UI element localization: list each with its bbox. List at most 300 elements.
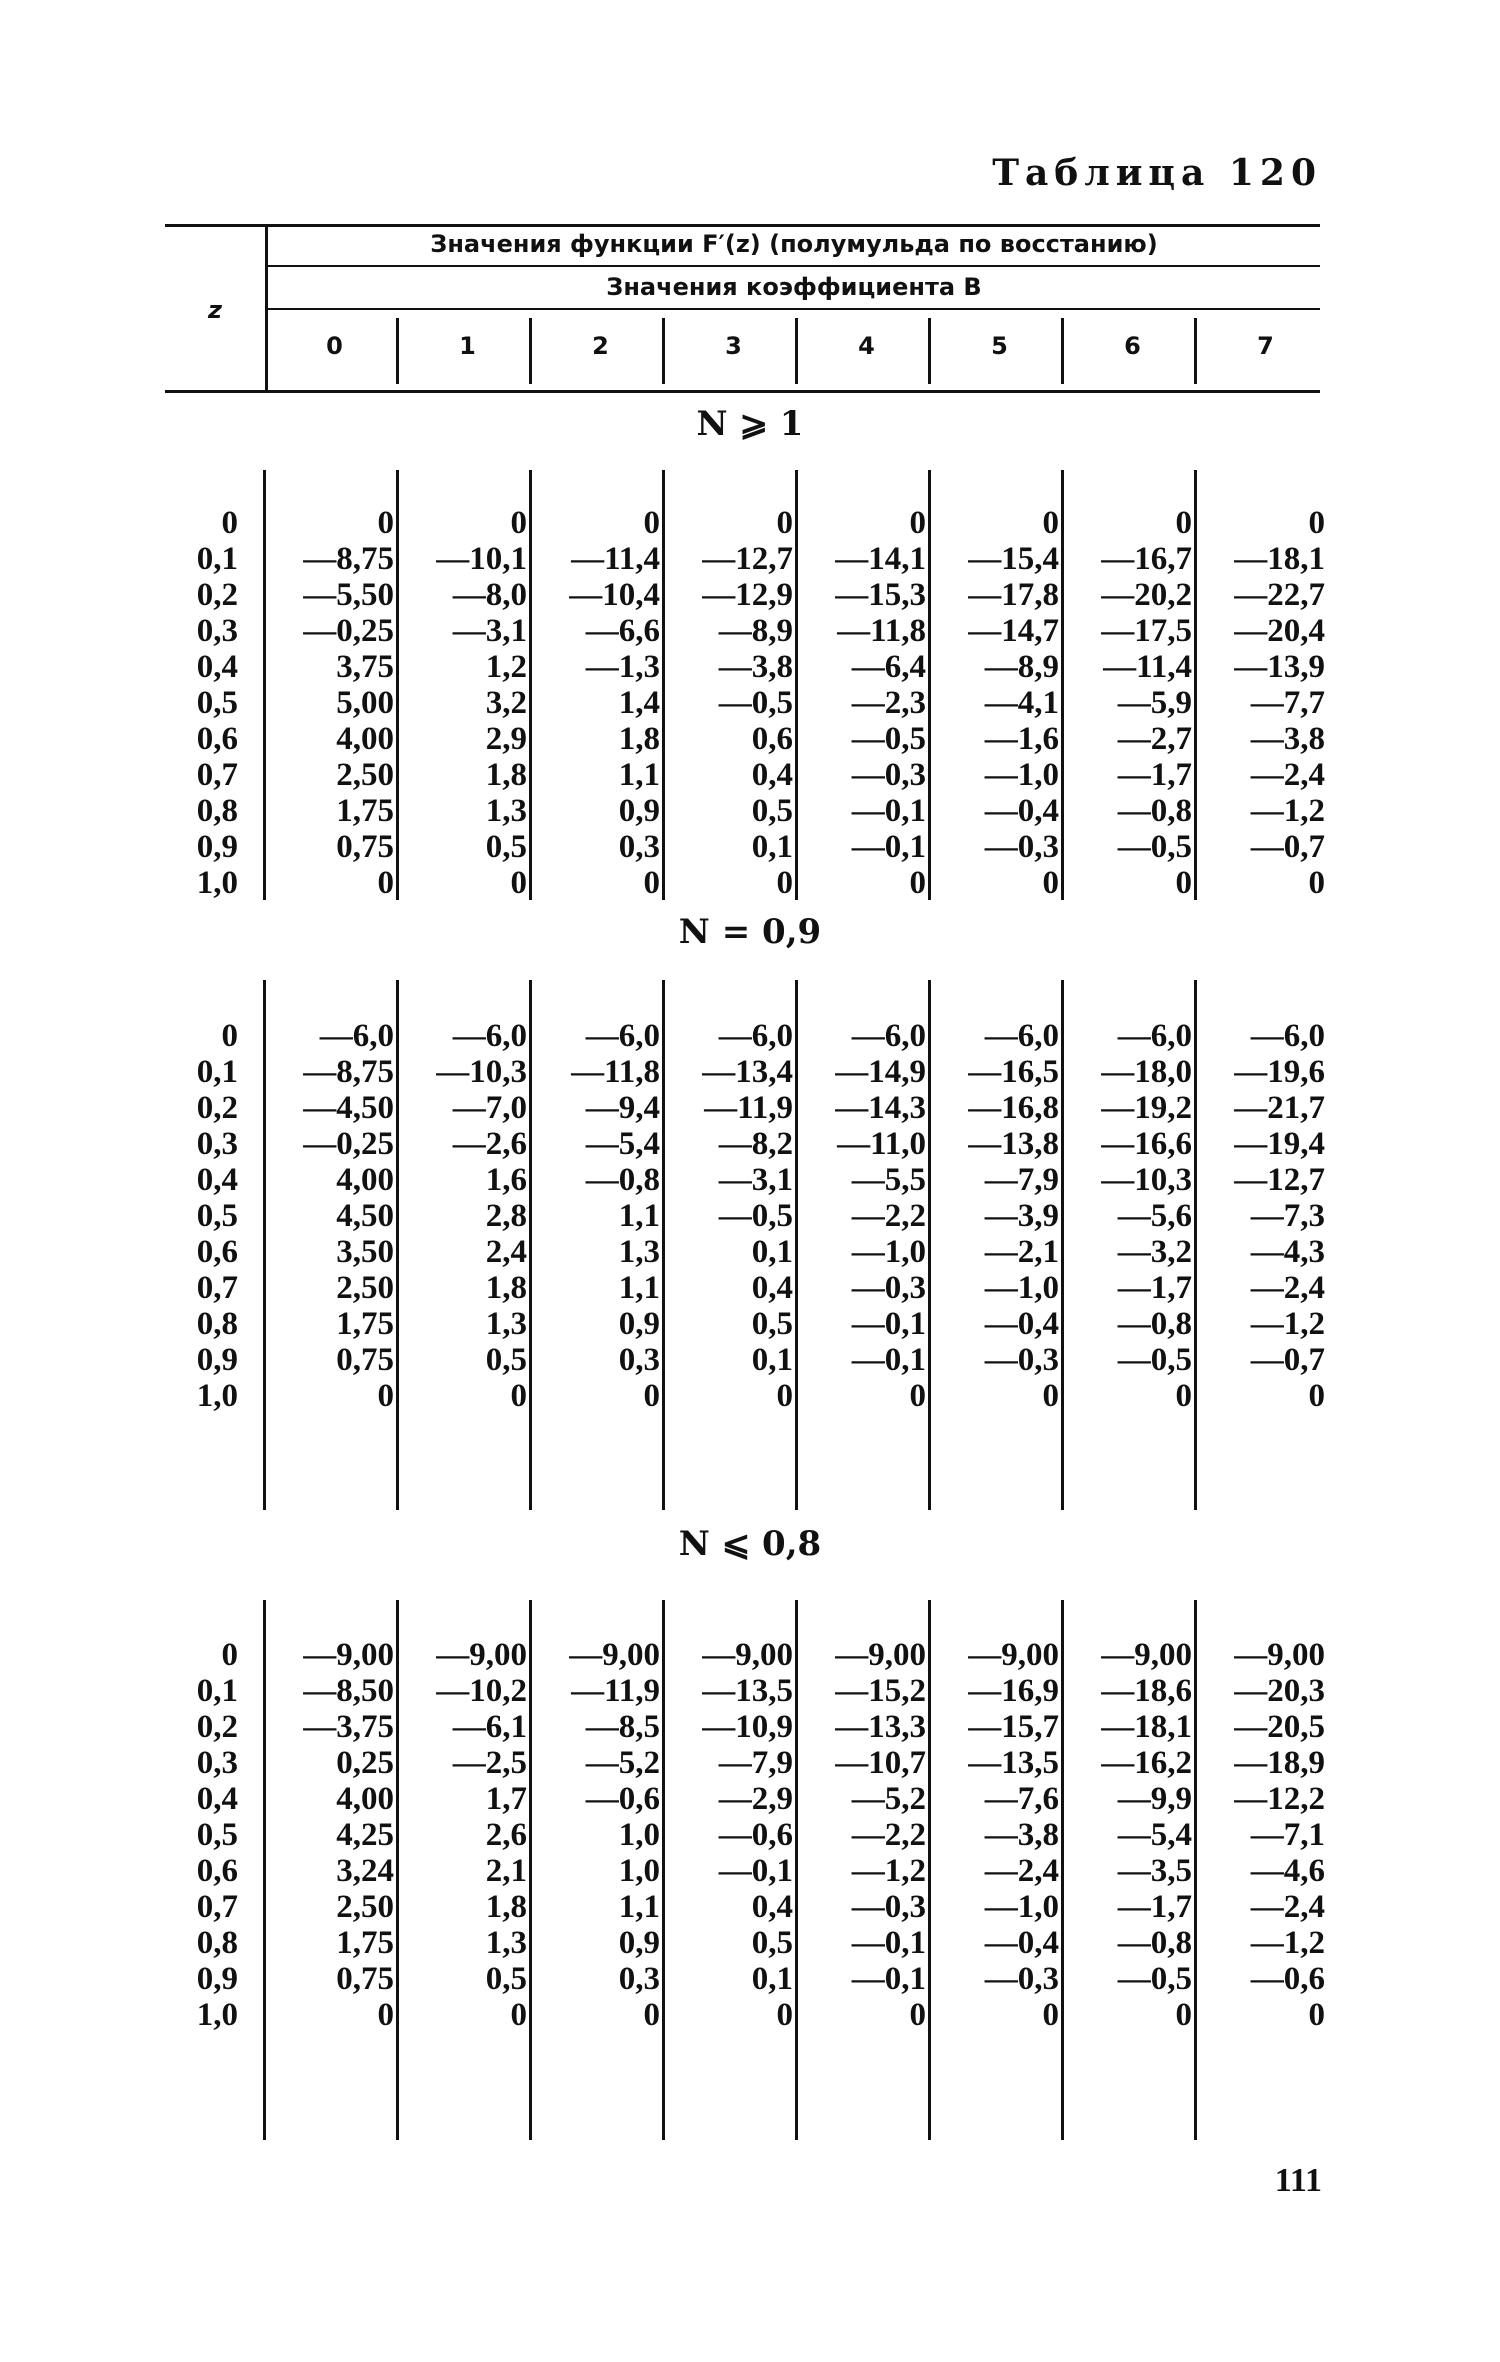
z-value: 0,4 — [196, 649, 238, 685]
coefficient-head-7: 7 — [1257, 332, 1274, 360]
section-title-n-ge-1: N ⩾ 1 — [696, 404, 804, 444]
table-cell: —5,9 — [1117, 685, 1192, 721]
table-cell: —0,4 — [984, 1925, 1059, 1961]
table-cell: —2,2 — [851, 1198, 926, 1234]
z-value: 0,7 — [196, 1889, 238, 1925]
table-cell: —5,4 — [1117, 1817, 1192, 1853]
table-cell: —8,2 — [718, 1126, 793, 1162]
table-cell: 0 — [643, 1378, 660, 1414]
table-cell: 0 — [776, 505, 793, 541]
table-cell: —11,9 — [704, 1090, 793, 1126]
table-cell: —1,7 — [1117, 1270, 1192, 1306]
table-cell: 1,1 — [618, 1270, 660, 1306]
z-value: 0 — [221, 505, 238, 541]
table-cell: —6,0 — [1117, 1018, 1192, 1054]
table-row — [0, 1342, 1500, 1378]
table-cell: —0,6 — [718, 1817, 793, 1853]
table-cell: 1,8 — [485, 1270, 527, 1306]
table-cell: —1,2 — [851, 1853, 926, 1889]
table-row — [0, 685, 1500, 721]
z-value: 0,8 — [196, 793, 238, 829]
table-cell: —19,6 — [1234, 1054, 1325, 1090]
table-title: Таблица 120 — [992, 152, 1322, 194]
table-cell: —3,1 — [452, 613, 527, 649]
table-row — [0, 1234, 1500, 1270]
table-cell: —0,3 — [851, 757, 926, 793]
table-cell: —4,6 — [1250, 1853, 1325, 1889]
table-cell: 3,50 — [336, 1234, 394, 1270]
table-cell: 0,9 — [618, 793, 660, 829]
table-cell: 2,9 — [485, 721, 527, 757]
header-col-divider — [795, 318, 798, 384]
table-row — [0, 1378, 1500, 1414]
table-cell: 1,75 — [336, 793, 394, 829]
coefficient-head-6: 6 — [1124, 332, 1141, 360]
table-cell: 0,6 — [751, 721, 793, 757]
table-row — [0, 865, 1500, 901]
z-value: 0,6 — [196, 1853, 238, 1889]
table-cell: 0,5 — [485, 829, 527, 865]
table-cell: —0,6 — [1250, 1961, 1325, 1997]
table-cell: —7,9 — [718, 1745, 793, 1781]
table-cell: —13,4 — [702, 1054, 793, 1090]
table-cell: —0,1 — [851, 829, 926, 865]
table-cell: 0 — [776, 1378, 793, 1414]
table-cell: 1,75 — [336, 1925, 394, 1961]
table-cell: —3,8 — [984, 1817, 1059, 1853]
table-cell: —3,1 — [718, 1162, 793, 1198]
table-row — [0, 1781, 1500, 1817]
table-cell: —0,5 — [718, 685, 793, 721]
z-value: 0,5 — [196, 1817, 238, 1853]
table-row — [0, 1889, 1500, 1925]
table-cell: —0,1 — [851, 1342, 926, 1378]
table-cell: —4,3 — [1250, 1234, 1325, 1270]
table-cell: 3,75 — [336, 649, 394, 685]
table-cell: —0,25 — [303, 613, 394, 649]
table-cell: —2,5 — [452, 1745, 527, 1781]
table-cell: —0,5 — [1117, 1961, 1192, 1997]
table-cell: 4,00 — [336, 721, 394, 757]
z-value: 0,9 — [196, 829, 238, 865]
header-coef-rule — [268, 308, 1320, 310]
z-value: 0,6 — [196, 1234, 238, 1270]
table-cell: —14,3 — [835, 1090, 926, 1126]
table-cell: —0,4 — [984, 1306, 1059, 1342]
table-cell: —0,1 — [851, 1306, 926, 1342]
section-title-n-le-0-8: N ⩽ 0,8 — [678, 1524, 822, 1564]
table-cell: —1,7 — [1117, 757, 1192, 793]
table-cell: 0,5 — [485, 1961, 527, 1997]
table-cell: —1,2 — [1250, 1306, 1325, 1342]
z-value: 1,0 — [196, 1997, 238, 2033]
function-caption: Значения функции F′(z) (полумульда по восстанию) — [430, 230, 1158, 258]
table-cell: —1,2 — [1250, 793, 1325, 829]
table-cell: —10,4 — [569, 577, 660, 613]
table-cell: —9,00 — [1234, 1637, 1325, 1673]
table-cell: 2,1 — [485, 1853, 527, 1889]
table-cell: 0 — [776, 1997, 793, 2033]
table-cell: —6,1 — [452, 1709, 527, 1745]
table-cell: —20,4 — [1234, 613, 1325, 649]
table-cell: 0 — [1042, 865, 1059, 901]
table-cell: —8,75 — [303, 1054, 394, 1090]
table-cell: —6,6 — [585, 613, 660, 649]
z-value: 0,4 — [196, 1162, 238, 1198]
table-cell: 0 — [909, 865, 926, 901]
table-cell: —5,2 — [851, 1781, 926, 1817]
table-row — [0, 577, 1500, 613]
table-cell: 1,4 — [618, 685, 660, 721]
z-value: 0,7 — [196, 757, 238, 793]
table-cell: 0 — [909, 505, 926, 541]
table-cell: —0,3 — [984, 829, 1059, 865]
z-column-label: z — [208, 296, 222, 324]
table-cell: —8,0 — [452, 577, 527, 613]
table-cell: —13,9 — [1234, 649, 1325, 685]
table-row — [0, 1745, 1500, 1781]
table-cell: —18,6 — [1101, 1673, 1192, 1709]
table-cell: —13,3 — [835, 1709, 926, 1745]
table-cell: 0,4 — [751, 1889, 793, 1925]
table-cell: —10,9 — [702, 1709, 793, 1745]
table-cell: —9,9 — [1117, 1781, 1192, 1817]
table-cell: 0,5 — [751, 1925, 793, 1961]
table-cell: 0 — [1175, 865, 1192, 901]
table-cell: —0,8 — [1117, 1306, 1192, 1342]
table-cell: —12,9 — [702, 577, 793, 613]
table-cell: 0 — [643, 865, 660, 901]
table-cell: —0,7 — [1250, 1342, 1325, 1378]
table-cell: —9,4 — [585, 1090, 660, 1126]
table-cell: 0 — [776, 865, 793, 901]
table-row — [0, 1673, 1500, 1709]
table-row — [0, 1270, 1500, 1306]
table-cell: —18,9 — [1234, 1745, 1325, 1781]
table-cell: —16,7 — [1101, 541, 1192, 577]
table-cell: —9,00 — [968, 1637, 1059, 1673]
table-cell: 0 — [1308, 1378, 1325, 1414]
table-row — [0, 1198, 1500, 1234]
table-cell: —7,6 — [984, 1781, 1059, 1817]
table-cell: 0,9 — [618, 1306, 660, 1342]
table-row — [0, 721, 1500, 757]
table-cell: —4,50 — [303, 1090, 394, 1126]
table-cell: —0,8 — [1117, 793, 1192, 829]
table-cell: —0,1 — [851, 1961, 926, 1997]
table-cell: 0 — [643, 1997, 660, 2033]
table-cell: —7,9 — [984, 1162, 1059, 1198]
table-cell: 1,0 — [618, 1817, 660, 1853]
table-cell: 1,8 — [485, 1889, 527, 1925]
z-value: 0,7 — [196, 1270, 238, 1306]
table-row — [0, 1853, 1500, 1889]
table-cell: 0,25 — [336, 1745, 394, 1781]
z-value: 0,6 — [196, 721, 238, 757]
table-cell: —19,4 — [1234, 1126, 1325, 1162]
table-cell: —16,8 — [968, 1090, 1059, 1126]
table-cell: —2,4 — [1250, 1889, 1325, 1925]
table-cell: 0,75 — [336, 1342, 394, 1378]
table-cell: —11,4 — [571, 541, 660, 577]
z-value: 0,8 — [196, 1306, 238, 1342]
table-cell: —0,3 — [984, 1342, 1059, 1378]
table-cell: —4,1 — [984, 685, 1059, 721]
table-cell: 0 — [643, 505, 660, 541]
table-cell: —11,9 — [571, 1673, 660, 1709]
table-cell: —9,00 — [1101, 1637, 1192, 1673]
table-row — [0, 1637, 1500, 1673]
table-cell: 1,3 — [485, 1925, 527, 1961]
table-cell: —20,3 — [1234, 1673, 1325, 1709]
table-cell: —6,0 — [984, 1018, 1059, 1054]
table-cell: 0 — [377, 1378, 394, 1414]
table-cell: —9,00 — [303, 1637, 394, 1673]
table-cell: —5,4 — [585, 1126, 660, 1162]
z-value: 0,5 — [196, 1198, 238, 1234]
table-cell: 0,1 — [751, 1961, 793, 1997]
table-cell: —0,5 — [1117, 829, 1192, 865]
table-cell: —0,1 — [851, 793, 926, 829]
table-cell: —1,0 — [851, 1234, 926, 1270]
table-cell: 4,00 — [336, 1781, 394, 1817]
table-cell: —0,5 — [718, 1198, 793, 1234]
table-cell: —9,00 — [436, 1637, 527, 1673]
table-cell: —9,00 — [835, 1637, 926, 1673]
coefficient-head-4: 4 — [858, 332, 875, 360]
table-row — [0, 1162, 1500, 1198]
table-cell: 0,5 — [751, 1306, 793, 1342]
z-value: 0 — [221, 1637, 238, 1673]
table-row — [0, 613, 1500, 649]
section-title-n-eq-0-9: N = 0,9 — [678, 912, 822, 952]
z-value: 1,0 — [196, 1378, 238, 1414]
table-cell: —2,2 — [851, 1817, 926, 1853]
table-cell: —0,1 — [718, 1853, 793, 1889]
table-cell: —13,8 — [968, 1126, 1059, 1162]
table-cell: 0,5 — [485, 1342, 527, 1378]
header-col-divider — [396, 318, 399, 384]
table-cell: —15,3 — [835, 577, 926, 613]
table-cell: —15,7 — [968, 1709, 1059, 1745]
table-cell: —7,1 — [1250, 1817, 1325, 1853]
z-value: 0,9 — [196, 1342, 238, 1378]
table-cell: —16,6 — [1101, 1126, 1192, 1162]
table-cell: —13,5 — [968, 1745, 1059, 1781]
table-cell: 0 — [510, 865, 527, 901]
table-cell: —10,3 — [1101, 1162, 1192, 1198]
table-row — [0, 829, 1500, 865]
table-cell: —12,7 — [702, 541, 793, 577]
table-cell: 0 — [510, 1997, 527, 2033]
table-cell: 0,3 — [618, 1342, 660, 1378]
table-cell: —10,7 — [835, 1745, 926, 1781]
header-top-rule — [165, 224, 1320, 227]
z-value: 0,2 — [196, 1090, 238, 1126]
table-cell: —5,6 — [1117, 1198, 1192, 1234]
table-cell: —12,2 — [1234, 1781, 1325, 1817]
table-cell: —3,5 — [1117, 1853, 1192, 1889]
table-cell: —7,3 — [1250, 1198, 1325, 1234]
table-cell: —2,3 — [851, 685, 926, 721]
table-cell: 0 — [1308, 865, 1325, 901]
table-cell: 2,8 — [485, 1198, 527, 1234]
table-cell: —0,3 — [851, 1889, 926, 1925]
table-cell: —8,50 — [303, 1673, 394, 1709]
table-cell: —9,00 — [569, 1637, 660, 1673]
table-cell: —0,4 — [984, 793, 1059, 829]
table-cell: —0,5 — [1117, 1342, 1192, 1378]
header-col-divider — [1061, 318, 1064, 384]
table-cell: —22,7 — [1234, 577, 1325, 613]
table-cell: —1,7 — [1117, 1889, 1192, 1925]
table-cell: 1,0 — [618, 1853, 660, 1889]
table-cell: —10,2 — [436, 1673, 527, 1709]
table-cell: 0,9 — [618, 1925, 660, 1961]
table-cell: —11,8 — [571, 1054, 660, 1090]
table-cell: —11,8 — [837, 613, 926, 649]
table-cell: 0 — [1308, 505, 1325, 541]
table-cell: 0,1 — [751, 829, 793, 865]
table-cell: 0,3 — [618, 829, 660, 865]
table-cell: —8,9 — [984, 649, 1059, 685]
z-value: 0,8 — [196, 1925, 238, 1961]
table-cell: —2,4 — [1250, 757, 1325, 793]
z-value: 0,3 — [196, 613, 238, 649]
z-value: 1,0 — [196, 865, 238, 901]
table-cell: 0,5 — [751, 793, 793, 829]
table-cell: —8,75 — [303, 541, 394, 577]
header-col-divider — [662, 318, 665, 384]
table-cell: —2,7 — [1117, 721, 1192, 757]
table-cell: —2,1 — [984, 1234, 1059, 1270]
table-cell: 0,1 — [751, 1342, 793, 1378]
table-cell: —13,5 — [702, 1673, 793, 1709]
table-cell: —0,8 — [585, 1162, 660, 1198]
table-cell: 1,8 — [618, 721, 660, 757]
table-cell: 0 — [1042, 505, 1059, 541]
table-cell: 1,3 — [618, 1234, 660, 1270]
table-row — [0, 1961, 1500, 1997]
table-cell: —6,0 — [585, 1018, 660, 1054]
table-cell: —10,1 — [436, 541, 527, 577]
table-cell: —5,5 — [851, 1162, 926, 1198]
table-row — [0, 1054, 1500, 1090]
table-cell: —16,5 — [968, 1054, 1059, 1090]
table-row — [0, 1925, 1500, 1961]
table-cell: 0 — [1308, 1997, 1325, 2033]
table-cell: 0 — [510, 1378, 527, 1414]
table-cell: —2,4 — [984, 1853, 1059, 1889]
table-cell: —0,6 — [585, 1781, 660, 1817]
table-cell: 5,00 — [336, 685, 394, 721]
table-cell: 1,3 — [485, 1306, 527, 1342]
table-row — [0, 1817, 1500, 1853]
table-cell: —5,50 — [303, 577, 394, 613]
table-cell: 0 — [377, 865, 394, 901]
table-cell: 0 — [1175, 1997, 1192, 2033]
table-cell: —18,1 — [1234, 541, 1325, 577]
table-cell: —14,7 — [968, 613, 1059, 649]
table-cell: —0,3 — [851, 1270, 926, 1306]
z-value: 0,3 — [196, 1745, 238, 1781]
table-cell: 0 — [510, 505, 527, 541]
header-mid-rule — [268, 265, 1320, 267]
table-cell: —6,4 — [851, 649, 926, 685]
header-col-divider — [928, 318, 931, 384]
table-cell: —3,8 — [1250, 721, 1325, 757]
table-cell: —14,1 — [835, 541, 926, 577]
table-cell: —3,9 — [984, 1198, 1059, 1234]
table-cell: —3,2 — [1117, 1234, 1192, 1270]
table-cell: 2,6 — [485, 1817, 527, 1853]
table-cell: 1,1 — [618, 1889, 660, 1925]
table-cell: 0 — [909, 1378, 926, 1414]
table-cell: 1,6 — [485, 1162, 527, 1198]
table-row — [0, 1126, 1500, 1162]
table-cell: —3,8 — [718, 649, 793, 685]
table-cell: —6,0 — [1250, 1018, 1325, 1054]
table-cell: —1,6 — [984, 721, 1059, 757]
table-cell: 1,2 — [485, 649, 527, 685]
table-cell: —8,5 — [585, 1709, 660, 1745]
z-value: 0,1 — [196, 541, 238, 577]
table-cell: 4,00 — [336, 1162, 394, 1198]
z-value: 0,9 — [196, 1961, 238, 1997]
table-cell: —7,0 — [452, 1090, 527, 1126]
table-cell: —0,3 — [984, 1961, 1059, 1997]
table-cell: —11,0 — [837, 1126, 926, 1162]
table-row — [0, 1997, 1500, 2033]
table-cell: —6,0 — [851, 1018, 926, 1054]
coefficient-caption: Значения коэффициента B — [606, 273, 982, 301]
table-cell: 0 — [1042, 1378, 1059, 1414]
table-cell: 0 — [909, 1997, 926, 2033]
table-cell: —15,4 — [968, 541, 1059, 577]
page-number: 111 — [1274, 2162, 1322, 2199]
table-cell: —5,2 — [585, 1745, 660, 1781]
table-row — [0, 1306, 1500, 1342]
table-cell: —12,7 — [1234, 1162, 1325, 1198]
table-cell: —19,2 — [1101, 1090, 1192, 1126]
table-cell: —20,5 — [1234, 1709, 1325, 1745]
table-cell: 3,2 — [485, 685, 527, 721]
header-col-divider — [1194, 318, 1197, 384]
table-row — [0, 757, 1500, 793]
z-value: 0 — [221, 1018, 238, 1054]
table-cell: —20,2 — [1101, 577, 1192, 613]
table-cell: —17,8 — [968, 577, 1059, 613]
table-cell: 0 — [1175, 505, 1192, 541]
table-cell: 0,75 — [336, 1961, 394, 1997]
table-cell: —6,0 — [319, 1018, 394, 1054]
table-row — [0, 1709, 1500, 1745]
table-cell: 0 — [377, 505, 394, 541]
header-col-divider — [529, 318, 532, 384]
table-cell: 2,50 — [336, 1270, 394, 1306]
table-cell: 4,50 — [336, 1198, 394, 1234]
table-cell: —0,5 — [851, 721, 926, 757]
table-cell: —1,0 — [984, 1889, 1059, 1925]
table-cell: —0,7 — [1250, 829, 1325, 865]
table-row — [0, 1090, 1500, 1126]
table-cell: —16,9 — [968, 1673, 1059, 1709]
table-cell: 0 — [1175, 1378, 1192, 1414]
table-cell: 0,1 — [751, 1234, 793, 1270]
table-cell: 1,7 — [485, 1781, 527, 1817]
table-cell: —1,0 — [984, 1270, 1059, 1306]
table-row — [0, 649, 1500, 685]
